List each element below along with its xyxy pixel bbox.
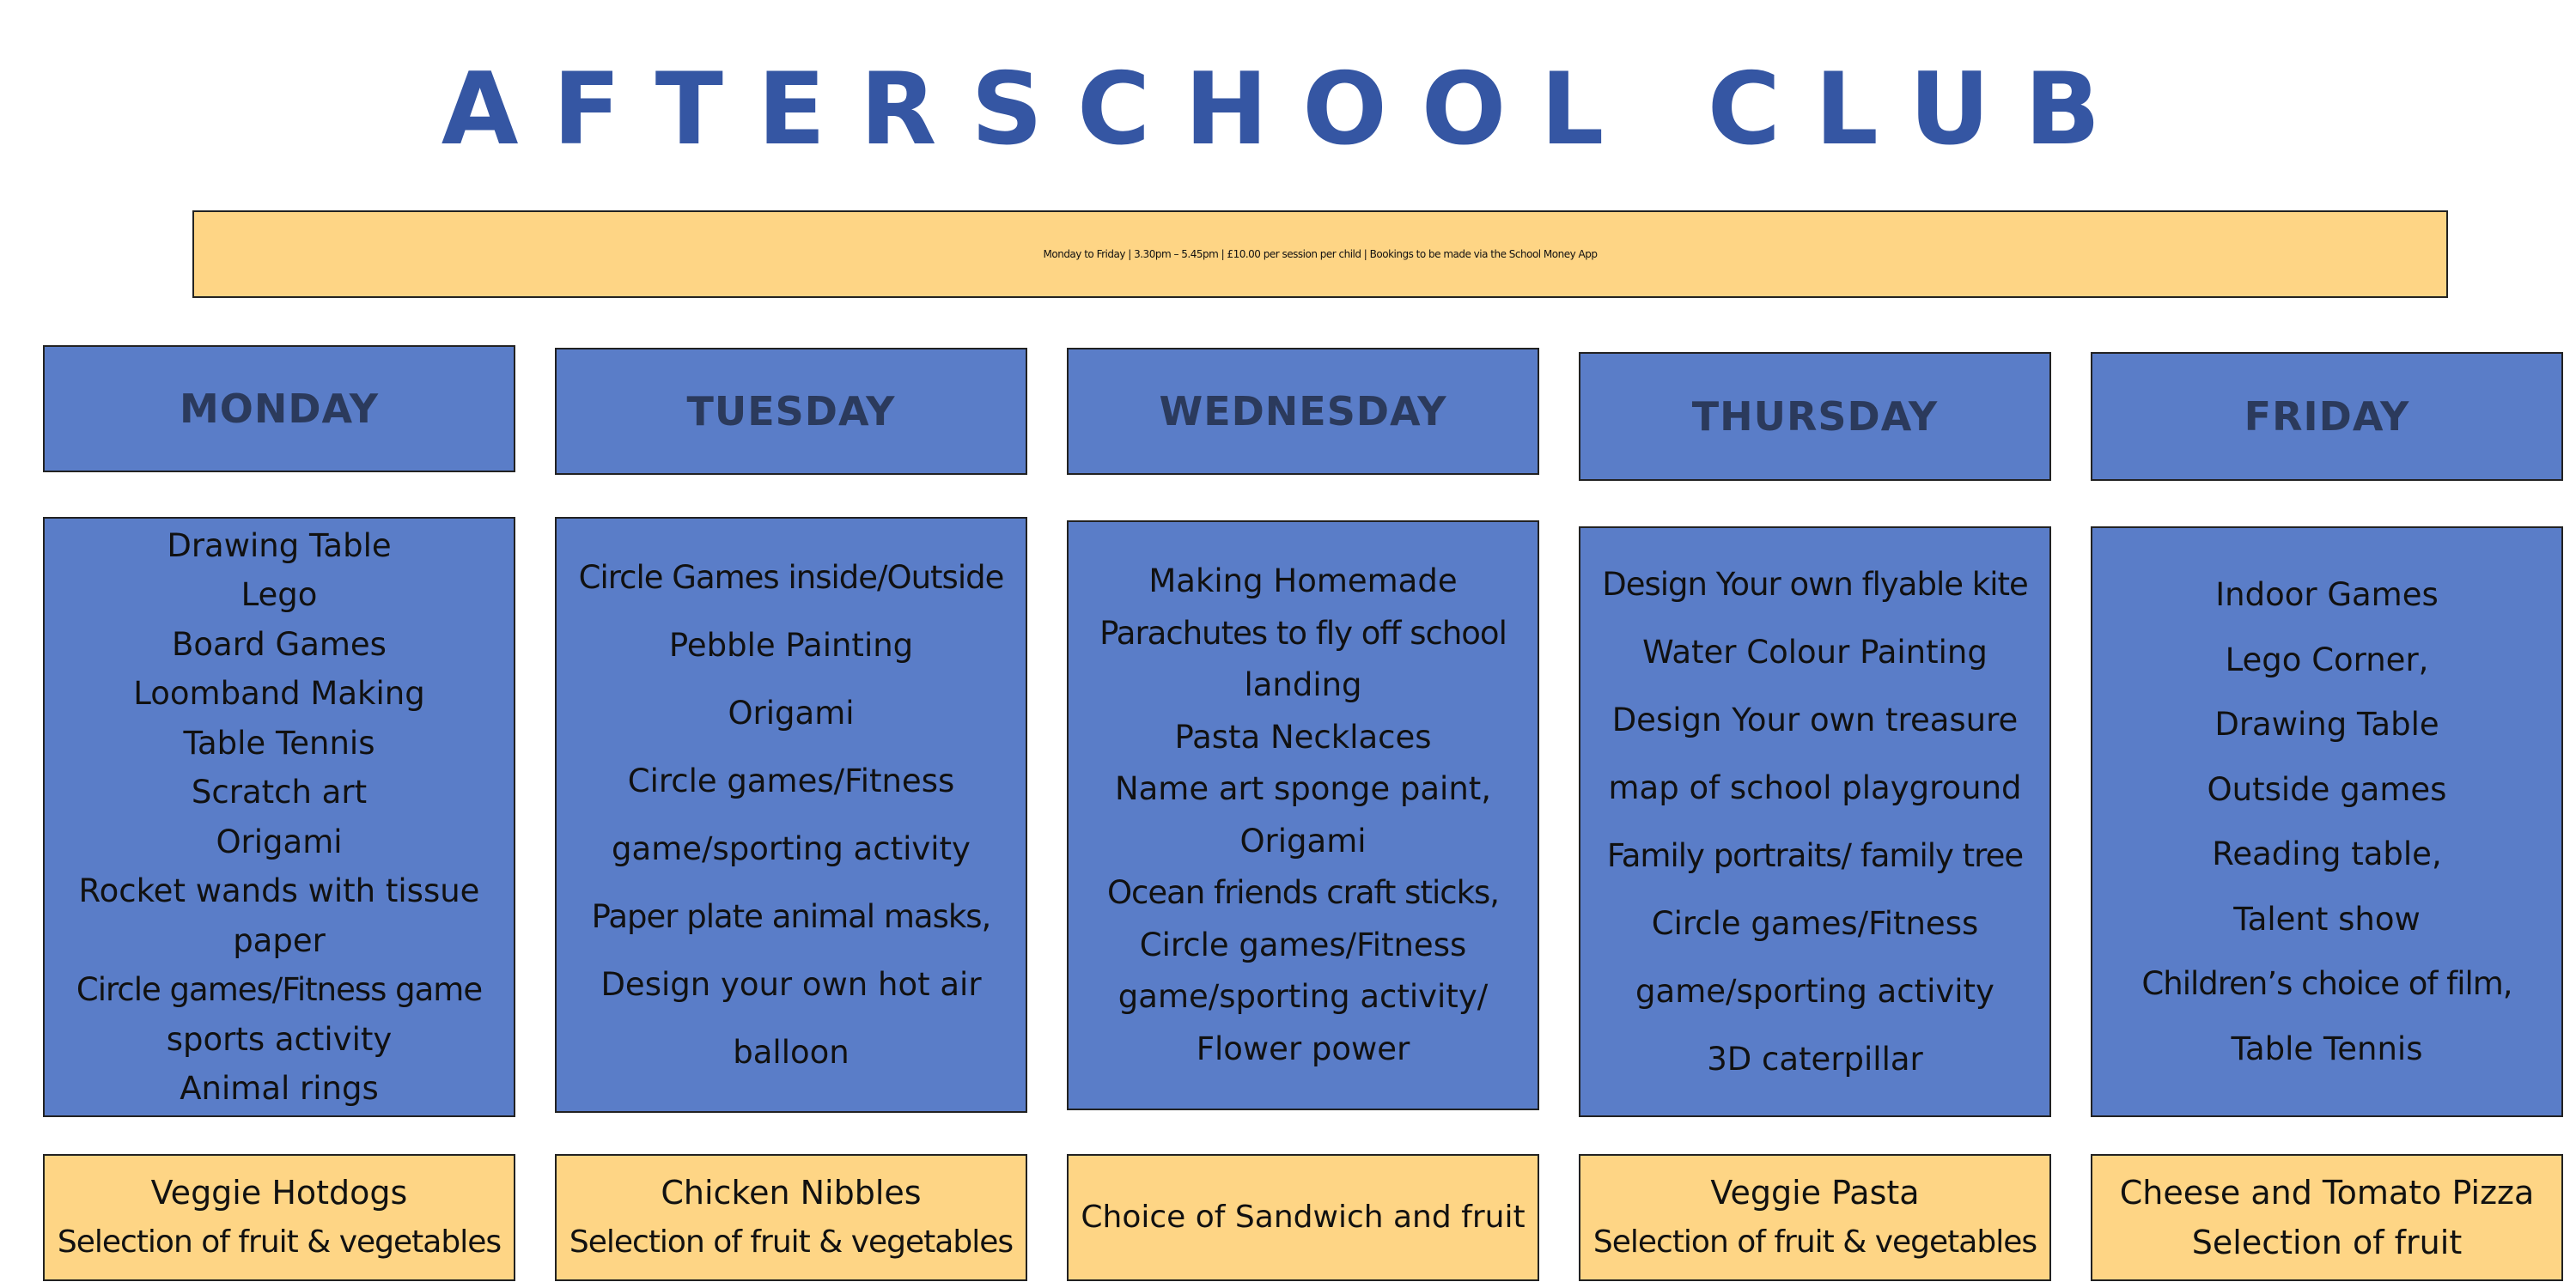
activity-item: Table Tennis <box>2231 1030 2423 1067</box>
activity-item: Pebble Painting <box>668 627 914 664</box>
activity-item: Origami <box>728 695 855 732</box>
activity-item: Design Your own treasure <box>1611 702 2019 738</box>
activity-item: landing <box>1244 666 1362 703</box>
page-title: AFTERSCHOOL CLUB <box>441 52 2135 167</box>
activity-item: Parachutes to fly off school <box>1099 614 1507 652</box>
activity-item: paper <box>233 921 326 959</box>
activity-item: Talent show <box>2233 900 2421 938</box>
activity-item: Reading table, <box>2212 835 2442 872</box>
activity-item: Origami <box>1239 822 1367 860</box>
activity-item: Design Your own flyable kite <box>1602 566 2028 603</box>
food-item: Veggie Pasta <box>1710 1174 1920 1212</box>
activities-thursday <box>1579 526 2051 1117</box>
session-info-banner: Monday to Friday | 3.30pm – 5.45pm | £10.00 per session per child | Bookings to be made via the School Money App <box>192 210 2448 298</box>
activity-item: Rocket wands with tissue <box>78 872 480 909</box>
activity-item: Drawing Table <box>2214 706 2439 743</box>
activity-item: sports activity <box>166 1020 393 1058</box>
day-header-friday: FRIDAY <box>2091 352 2563 481</box>
activity-item: Ocean friends craft sticks, <box>1106 874 1500 911</box>
activity-item: Circle Games inside/Outside <box>578 559 1004 596</box>
activity-item: Lego <box>241 576 318 613</box>
activity-item: Table Tennis <box>183 724 375 762</box>
activity-item: Design your own hot air <box>600 966 982 1003</box>
food-item: Cheese and Tomato Pizza <box>2119 1174 2535 1212</box>
activity-item: 3D caterpillar <box>1707 1041 1923 1078</box>
day-header-thursday: THURSDAY <box>1579 352 2051 481</box>
food-thursday <box>1579 1154 2051 1281</box>
activity-item: game/sporting activity/ <box>1117 978 1489 1015</box>
activity-item: Circle games/Fitness game <box>76 971 483 1008</box>
activity-item: Loomband Making <box>133 675 425 712</box>
activity-item: Outside games <box>2207 770 2447 808</box>
activity-item: balloon <box>733 1034 850 1071</box>
activity-item: Name art sponge paint, <box>1114 770 1492 807</box>
activity-item: Board Games <box>172 625 387 663</box>
activity-item: Drawing Table <box>167 526 392 564</box>
activity-item: Flower power <box>1196 1030 1410 1067</box>
activity-item: Family portraits/ family tree <box>1606 837 2024 874</box>
activity-item: Origami <box>216 823 343 860</box>
activity-item: game/sporting activity <box>612 830 971 867</box>
food-item: Chicken Nibbles <box>661 1174 922 1212</box>
activity-item: Scratch art <box>191 774 368 811</box>
food-item: Choice of Sandwich and fruit <box>1081 1200 1526 1235</box>
activity-item: map of school playground <box>1608 769 2022 806</box>
food-item: Selection of fruit & vegetables <box>569 1224 1014 1260</box>
activities-monday <box>43 517 515 1117</box>
day-header-wednesday: WEDNESDAY <box>1067 348 1539 475</box>
food-wednesday <box>1067 1154 1539 1281</box>
activity-item: Water Colour Painting <box>1642 634 1988 671</box>
activity-item: Lego Corner, <box>2225 641 2429 678</box>
food-item: Veggie Hotdogs <box>150 1174 408 1212</box>
activity-item: Circle games/Fitness <box>1651 905 1979 942</box>
activity-item: Pasta Necklaces <box>1174 718 1432 756</box>
activities-tuesday <box>555 517 1027 1113</box>
activity-item: Making Homemade <box>1148 562 1458 599</box>
activities-friday <box>2091 526 2563 1117</box>
activity-item: Circle games/Fitness <box>627 762 955 799</box>
food-item: Selection of fruit & vegetables <box>1592 1224 2037 1260</box>
activities-wednesday <box>1067 520 1539 1110</box>
activity-item: Animal rings <box>180 1070 379 1107</box>
activity-item: Paper plate animal masks, <box>591 898 991 935</box>
activity-item: Children’s choice of film, <box>2141 965 2512 1002</box>
activity-item: Circle games/Fitness <box>1139 926 1467 963</box>
food-friday <box>2091 1154 2563 1281</box>
activity-item: Indoor Games <box>2215 576 2439 613</box>
day-header-tuesday: TUESDAY <box>555 348 1027 475</box>
food-item: Selection of fruit & vegetables <box>57 1224 502 1260</box>
food-item: Selection of fruit <box>2191 1224 2463 1261</box>
food-monday <box>43 1154 515 1281</box>
day-header-monday: MONDAY <box>43 345 515 472</box>
activity-item: game/sporting activity <box>1635 973 1994 1010</box>
food-tuesday <box>555 1154 1027 1281</box>
